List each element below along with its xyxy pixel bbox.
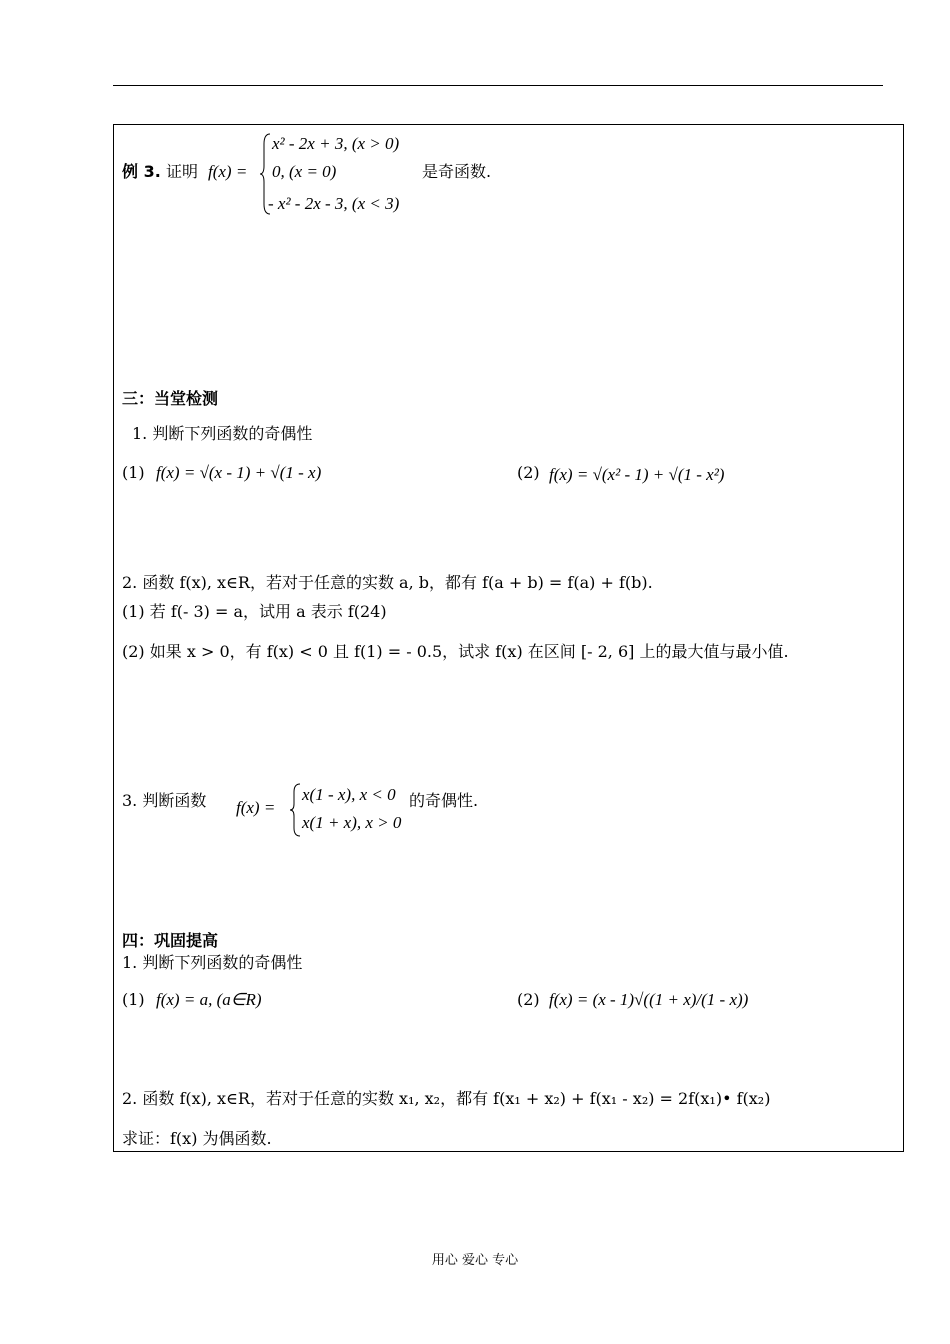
example3-tail: 是奇函数.	[422, 162, 492, 181]
section3-q3-brace	[290, 782, 302, 838]
section4-q1-b-num: (2)	[517, 990, 540, 1009]
section3-q1-a-expr: f(x) = √(x - 1) + √(1 - x)	[156, 463, 322, 482]
example3-case3: - x² - 2x - 3, (x < 3)	[268, 194, 400, 213]
section4-q1-b-expr: f(x) = (x - 1)√((1 + x)/(1 - x))	[549, 990, 749, 1009]
section3-q2-line1: 2. 函数 f(x), x∈R，若对于任意的实数 a, b，都有 f(a + b) = f(a) + f(b).	[122, 573, 653, 592]
section4-title: 四：巩固提高	[122, 931, 219, 950]
example3-verb: 证明	[166, 162, 199, 181]
section4-q1-prompt: 1. 判断下列函数的奇偶性	[122, 953, 303, 972]
section4-q2-line1: 2. 函数 f(x), x∈R，若对于任意的实数 x₁, x₂，都有 f(x₁ + x₂) + f(x₁ - x₂) = 2f(x₁)• f(x₂)	[122, 1089, 771, 1108]
section3-q1-b-expr: f(x) = √(x² - 1) + √(1 - x²)	[549, 465, 725, 484]
header-rule	[113, 85, 883, 86]
section3-q1-a-num: (1)	[122, 463, 145, 482]
example3-fx: f(x) =	[208, 162, 248, 181]
section4-q1-a-expr: f(x) = a, (a∈R)	[156, 990, 262, 1009]
section3-q2-line2: (1) 若 f(- 3) = a，试用 a 表示 f(24)	[122, 602, 387, 621]
section3-q3-prefix: 3. 判断函数	[122, 791, 207, 810]
section3-q3-case2: x(1 + x), x > 0	[302, 813, 402, 832]
section4-q1-a-num: (1)	[122, 990, 145, 1009]
example3-label: 例 3.	[122, 162, 161, 181]
section3-q2-line3: (2) 如果 x > 0，有 f(x) < 0 且 f(1) = - 0.5，试求 f(x) 在区间 [- 2, 6] 上的最大值与最小值.	[122, 642, 789, 661]
section4-q2-line2: 求证：f(x) 为偶函数.	[122, 1129, 272, 1148]
example3-case1: x² - 2x + 3, (x > 0)	[272, 134, 400, 153]
section3-title: 三：当堂检测	[122, 389, 219, 408]
section3-q3-case1: x(1 - x), x < 0	[302, 785, 396, 804]
page-footer: 用心 爱心 专心	[431, 1253, 519, 1268]
section3-q1-b-num: (2)	[517, 463, 540, 482]
section3-q1-prompt: 1. 判断下列函数的奇偶性	[132, 424, 313, 443]
example3-case2: 0, (x = 0)	[272, 162, 337, 181]
section3-q3-fx: f(x) =	[236, 798, 276, 817]
section3-q3-tail: 的奇偶性.	[409, 791, 479, 810]
